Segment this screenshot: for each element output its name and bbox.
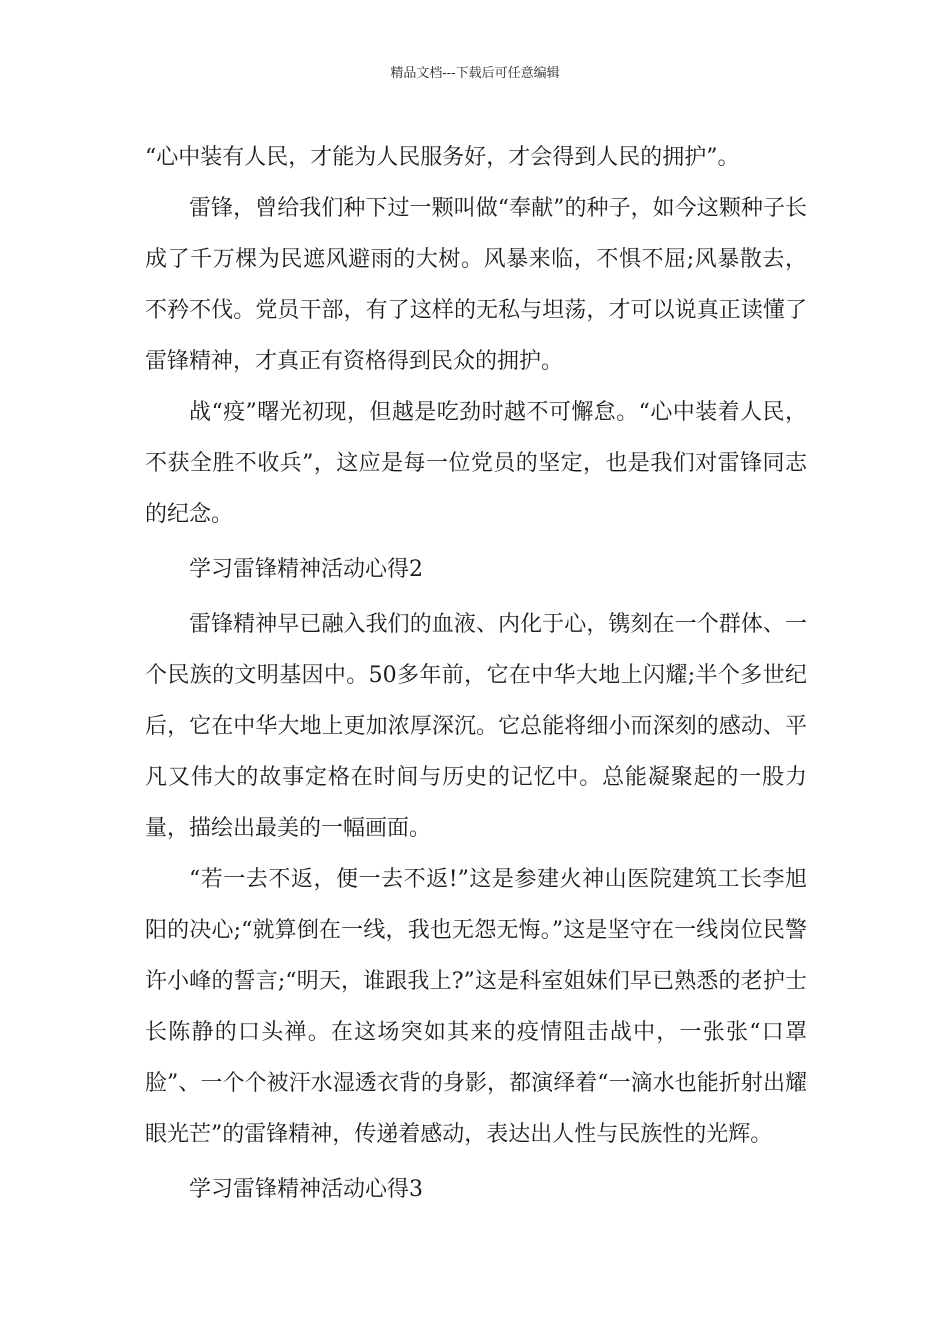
- section-heading-2: 学习雷锋精神活动心得2: [189, 557, 423, 582]
- paragraph-5: “若一去不返，便一去不返!”这是参建火神山医院建筑工长李旭阳的决心;“就算倒在一线，我也无怨无悔。”这是坚守在一线岗位民警许小峰的誓言;“明天，谁跟我上?”这是科室姐妹们早已熟悉的老护士长陈静的口头禅。在这场突如其来的疫情阻击战中，一张张“口罩脸”、一个个被汗水湿透衣背的身影，都演绎着“一滴水也能折射出耀眼光芒”的雷锋精神，传递着感动，表达出人性与民族性的光辉。: [145, 867, 807, 1147]
- paragraph-3: 战“疫”曙光初现，但越是吃劲时越不可懈怠。“心中装着人民，不获全胜不收兵”，这应是每一位党员的坚定，也是我们对雷锋同志的纪念。: [145, 400, 807, 527]
- paragraph-2: 雷锋，曾给我们种下过一颗叫做“奉献”的种子，如今这颗种子长成了千万棵为民遮风避雨的大树。风暴来临，不惧不屈;风暴散去，不矜不伐。党员干部，有了这样的无私与坦荡，才可以说真正读懂了雷锋精神，才真正有资格得到民众的拥护。: [145, 196, 807, 374]
- page-header: 精品文档---下载后可任意编辑: [390, 66, 560, 81]
- section-heading-3: 学习雷锋精神活动心得3: [189, 1177, 423, 1202]
- paragraph-1: “心中装有人民，才能为人民服务好，才会得到人民的拥护”。: [145, 145, 740, 170]
- document-body: [145, 132, 807, 1219]
- paragraph-4: 雷锋精神早已融入我们的血液、内化于心，镌刻在一个群体、一个民族的文明基因中。50多年前，它在中华大地上闪耀;半个多世纪后，它在中华大地上更加浓厚深沉。它总能将细小而深刻的感动、平凡又伟大的故事定格在时间与历史的记忆中。总能凝聚起的一股力量，描绘出最美的一幅画面。: [145, 612, 807, 841]
